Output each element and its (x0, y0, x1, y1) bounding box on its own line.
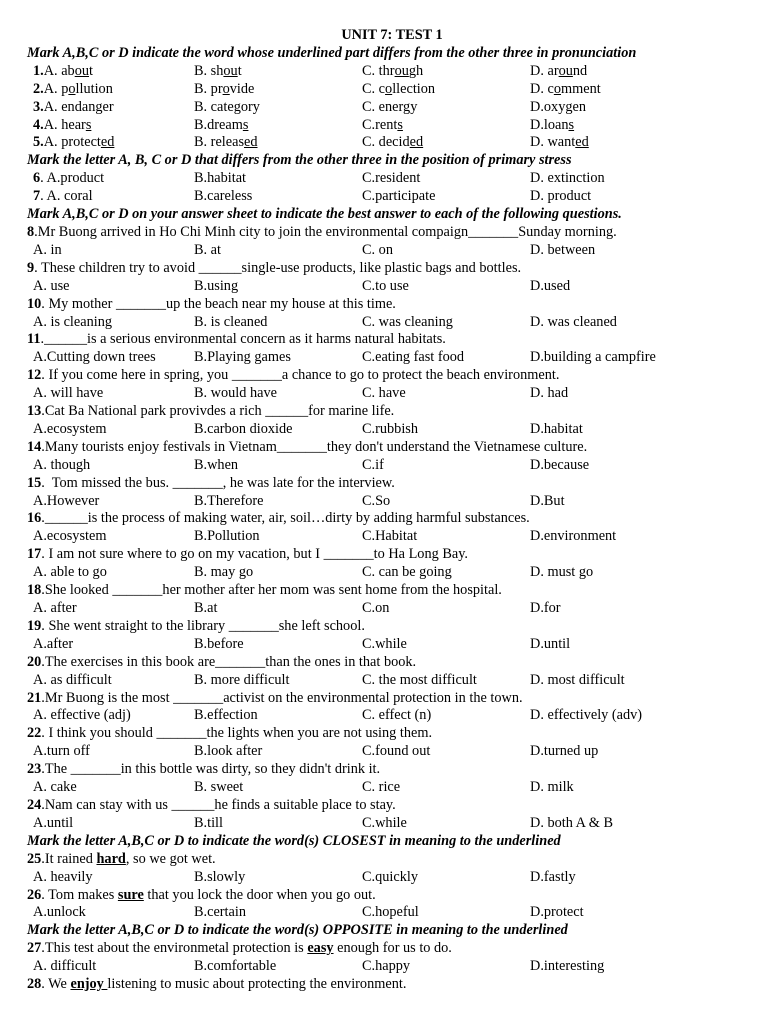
option-c[interactable]: C.eating fast food (362, 349, 465, 366)
pron-option[interactable]: C.rents (362, 116, 403, 133)
option-d[interactable]: D. between (530, 241, 596, 258)
option-c[interactable]: C.So (362, 492, 391, 509)
option-a[interactable]: A.ecosystem (33, 420, 107, 437)
question-17: 17. I am not sure where to go on my vacation, but I _______to Ha Long Bay. (27, 546, 468, 563)
option-b[interactable]: B.till (194, 814, 223, 831)
option-a[interactable]: A.turn off (33, 743, 90, 760)
pron-option[interactable]: D. comment (530, 80, 601, 97)
option-d[interactable]: D.used (530, 277, 571, 294)
option-b[interactable]: B.effection (194, 707, 258, 724)
option-d[interactable]: D.until (530, 635, 571, 652)
option-a[interactable]: A. difficult (33, 958, 97, 975)
option-d[interactable]: D.building a campfire (530, 349, 656, 366)
pron-option[interactable]: D. wanted (530, 134, 589, 151)
option-c[interactable]: C. can be going (362, 564, 452, 581)
stress-option[interactable]: 6. A.product (33, 170, 105, 187)
option-a[interactable]: A. after (33, 600, 77, 616)
option-b[interactable]: B.look after (194, 743, 263, 760)
option-a[interactable]: A. as difficult (33, 671, 112, 688)
option-d[interactable]: D. must go (530, 564, 594, 581)
pron-option[interactable]: C. collection (362, 80, 436, 97)
option-b[interactable]: B.Therefore (194, 492, 264, 509)
option-a[interactable]: A.until (33, 814, 74, 831)
question-21: 21.Mr Buong is the most _______activist on the environmental protection in the town. (27, 689, 523, 706)
pron-option[interactable]: 4.A. hears (33, 116, 92, 133)
section-instruction-stress: Mark the letter A, B, C or D that differs from the other three in the position of primary stress (27, 152, 572, 169)
pron-option[interactable]: D.loans (530, 116, 575, 133)
options-11 (27, 349, 757, 367)
pron-option[interactable]: 2.A. pollution (33, 80, 113, 97)
option-c[interactable]: C.to use (362, 277, 409, 294)
stress-option[interactable]: D. product (530, 188, 592, 205)
option-b[interactable]: B.before (194, 635, 244, 652)
stress-option[interactable]: 7. A. coral (33, 188, 93, 205)
underlined-word: easy (307, 940, 334, 957)
option-d[interactable]: D. was cleaned (530, 313, 617, 330)
stress-option[interactable]: B.habitat (194, 170, 247, 187)
option-c[interactable]: C.while (362, 635, 407, 652)
option-b[interactable]: B.using (194, 277, 239, 294)
question-14: 14.Many tourists enjoy festivals in Vietnam_______they don't understand the Vietnamese culture. (27, 438, 588, 455)
options-21 (27, 707, 757, 725)
option-a[interactable]: A.Cutting down trees (33, 349, 156, 366)
question-8: 8.Mr Buong arrived in Ho Chi Minh city to join the environmental compaign_______Sunday morning. (27, 223, 617, 240)
option-a[interactable]: A. is cleaning (33, 313, 113, 330)
option-c[interactable]: C. have (362, 385, 406, 402)
option-a[interactable]: A. in (33, 241, 62, 258)
option-c[interactable]: C. effect (n) (362, 707, 432, 724)
underlined-word: hard (96, 850, 126, 867)
option-d[interactable]: D.fastly (530, 868, 576, 885)
option-a[interactable]: A. though (33, 456, 91, 473)
options-19 (27, 636, 757, 654)
options-26 (27, 904, 757, 922)
option-b[interactable]: B.when (194, 456, 239, 473)
options-17 (27, 564, 757, 582)
option-a[interactable]: A. use (33, 277, 70, 294)
pron-option[interactable]: C. decided (362, 134, 424, 151)
question-13: 13.Cat Ba National park provivdes a rich ______for marine life. (27, 403, 395, 420)
option-b[interactable]: B.comfortable (194, 958, 277, 975)
stress-row-6 (27, 170, 757, 188)
pron-row-4 (27, 117, 757, 135)
section-instruction-best-answer: Mark A,B,C or D on your answer sheet to indicate the best answer to each of the following questions. (27, 206, 622, 223)
pron-option[interactable]: 1.A. about (33, 62, 93, 79)
pron-row-3 (27, 99, 757, 117)
options-23 (27, 779, 757, 797)
option-d[interactable]: D. effectively (adv) (530, 707, 643, 724)
options-14 (27, 457, 757, 475)
question-20: 20.The exercises in this book are_______than the ones in that book. (27, 653, 417, 670)
option-c[interactable]: C.Habitat (362, 528, 418, 545)
pron-option[interactable]: D.oxygen (530, 98, 587, 115)
option-b[interactable]: B.certain (194, 904, 247, 921)
options-15 (27, 493, 757, 511)
option-a[interactable]: A. cake (33, 779, 77, 796)
option-d[interactable]: D.protect (530, 904, 584, 921)
section-instruction-opposite: Mark the letter A,B,C or D to indicate the word(s) OPPOSITE in meaning to the underlined (27, 922, 568, 939)
option-c[interactable]: C.happy (362, 958, 411, 975)
option-d[interactable]: D.interesting (530, 958, 605, 975)
option-a[interactable]: A.However (33, 492, 100, 509)
option-a[interactable]: A. able to go (33, 564, 107, 581)
question-24: 24.Nam can stay with us ______he finds a suitable place to stay. (27, 796, 396, 813)
option-d[interactable]: D.for (530, 600, 561, 616)
pron-option[interactable]: 5.A. protected (33, 134, 115, 151)
stress-option[interactable]: B.careless (194, 188, 253, 205)
option-c[interactable]: C. the most difficult (362, 671, 477, 688)
option-b[interactable]: B.slowly (194, 868, 246, 885)
stress-option[interactable]: C.participate (362, 188, 436, 205)
option-b[interactable]: B.Pollution (194, 528, 260, 545)
option-a[interactable]: A. effective (adj) (33, 707, 131, 724)
question-9: 9. These children try to avoid ______single-use products, like plastic bags and bottles. (27, 259, 522, 276)
option-a[interactable]: A.ecosystem (33, 528, 107, 545)
question-27: 27.This test about the environmetal protection is easy enough for us to do. (27, 940, 452, 957)
options-8 (27, 242, 757, 260)
option-d[interactable]: D.But (530, 492, 565, 509)
pron-option[interactable]: B.dreams (194, 116, 249, 133)
question-23: 23.The _______in this bottle was dirty, so they didn't drink it. (27, 761, 381, 778)
stress-option[interactable]: D. extinction (530, 170, 605, 187)
option-c[interactable]: C.hopeful (362, 904, 419, 921)
option-c[interactable]: C.while (362, 814, 407, 831)
option-b[interactable]: B. at (194, 241, 222, 258)
question-25: 25.It rained hard, so we got wet. (27, 850, 216, 867)
option-b[interactable]: B. would have (194, 385, 277, 402)
options-20 (27, 672, 757, 690)
question-11: 11.______is a serious environmental concern as it harms natural habitats. (27, 331, 446, 348)
option-d[interactable]: D. both A & B (530, 814, 614, 831)
pron-option[interactable]: B. category (194, 98, 260, 115)
options-10 (27, 314, 757, 332)
option-d[interactable]: D.turned up (530, 743, 599, 760)
pron-option[interactable]: D. around (530, 62, 588, 79)
pron-row-2 (27, 81, 757, 99)
option-d[interactable]: D. most difficult (530, 671, 625, 688)
option-b[interactable]: B. sweet (194, 779, 244, 796)
options-22 (27, 743, 757, 761)
options-24 (27, 815, 757, 833)
options-27 (27, 958, 757, 976)
options-12 (27, 385, 757, 403)
stress-option[interactable]: C.resident (362, 170, 421, 187)
option-c[interactable]: C.if (362, 456, 384, 473)
pron-option[interactable]: B. released (194, 134, 258, 151)
underlined-word: sure (117, 886, 144, 903)
option-c[interactable]: C. was cleaning (362, 313, 453, 330)
options-18 (27, 600, 757, 618)
pron-option[interactable]: C. energy (362, 98, 418, 115)
option-b[interactable]: B.Playing games (194, 349, 291, 366)
options-9 (27, 278, 757, 296)
option-b[interactable]: B. is cleaned (194, 313, 268, 330)
pron-row-1 (27, 63, 757, 81)
option-c[interactable]: C. on (362, 241, 393, 258)
pron-row-5 (27, 134, 757, 152)
option-c[interactable]: C.found out (362, 743, 431, 760)
underlined-word: enjoy (70, 976, 108, 993)
pron-option[interactable]: B. shout (194, 62, 242, 79)
question-15: 15. Tom missed the bus. _______, he was late for the interview. (27, 474, 395, 491)
option-c[interactable]: C.quickly (362, 868, 418, 885)
question-12: 12. If you come here in spring, you _______a chance to go to protect the beach environment. (27, 367, 560, 384)
option-a[interactable]: A. heavily (33, 868, 93, 885)
option-d[interactable]: D.habitat (530, 420, 583, 437)
question-26: 26. Tom makes sure that you lock the door when you go out. (27, 886, 376, 903)
question-16: 16.______is the process of making water, air, soil…dirty by adding harmful substances. (27, 510, 530, 527)
question-18: 18.She looked _______her mother after her mom was sent home from the hospital. (27, 582, 502, 599)
section-instruction-pronunciation: Mark A,B,C or D indicate the word whose underlined part differs from the other three in pronunciation (27, 44, 637, 61)
option-d[interactable]: D.because (530, 456, 590, 473)
option-a[interactable]: A.after (33, 635, 74, 652)
options-13 (27, 421, 757, 439)
pron-option[interactable]: B. provide (194, 80, 255, 97)
question-28: 28. We enjoy listening to music about protecting the environment. (27, 976, 407, 993)
option-d[interactable]: D. milk (530, 779, 574, 796)
option-a[interactable]: A. will have (33, 385, 104, 402)
option-a[interactable]: A.unlock (33, 904, 86, 921)
options-25 (27, 869, 757, 887)
option-c[interactable]: C.on (362, 600, 390, 616)
test-sheet (27, 27, 757, 994)
option-b[interactable]: B.at (194, 600, 218, 616)
pron-option[interactable]: C. through (362, 62, 424, 79)
stress-row-7 (27, 188, 757, 206)
page-title: UNIT 7: TEST 1 (341, 27, 443, 43)
options-16 (27, 528, 757, 546)
option-c[interactable]: C.rubbish (362, 420, 419, 437)
question-19: 19. She went straight to the library _______she left school. (27, 617, 365, 634)
option-d[interactable]: D.environment (530, 528, 617, 545)
option-d[interactable]: D. had (530, 385, 569, 402)
option-c[interactable]: C. rice (362, 779, 401, 796)
option-b[interactable]: B. more difficult (194, 671, 290, 688)
pron-option[interactable]: 3.A. endanger (33, 98, 114, 115)
question-22: 22. I think you should _______the lights when you are not using them. (27, 725, 433, 742)
question-10: 10. My mother _______up the beach near my house at this time. (27, 295, 396, 312)
section-instruction-closest: Mark the letter A,B,C or D to indicate the word(s) CLOSEST in meaning to the underlined (27, 832, 561, 849)
option-b[interactable]: B.carbon dioxide (194, 420, 293, 437)
option-b[interactable]: B. may go (194, 564, 254, 581)
